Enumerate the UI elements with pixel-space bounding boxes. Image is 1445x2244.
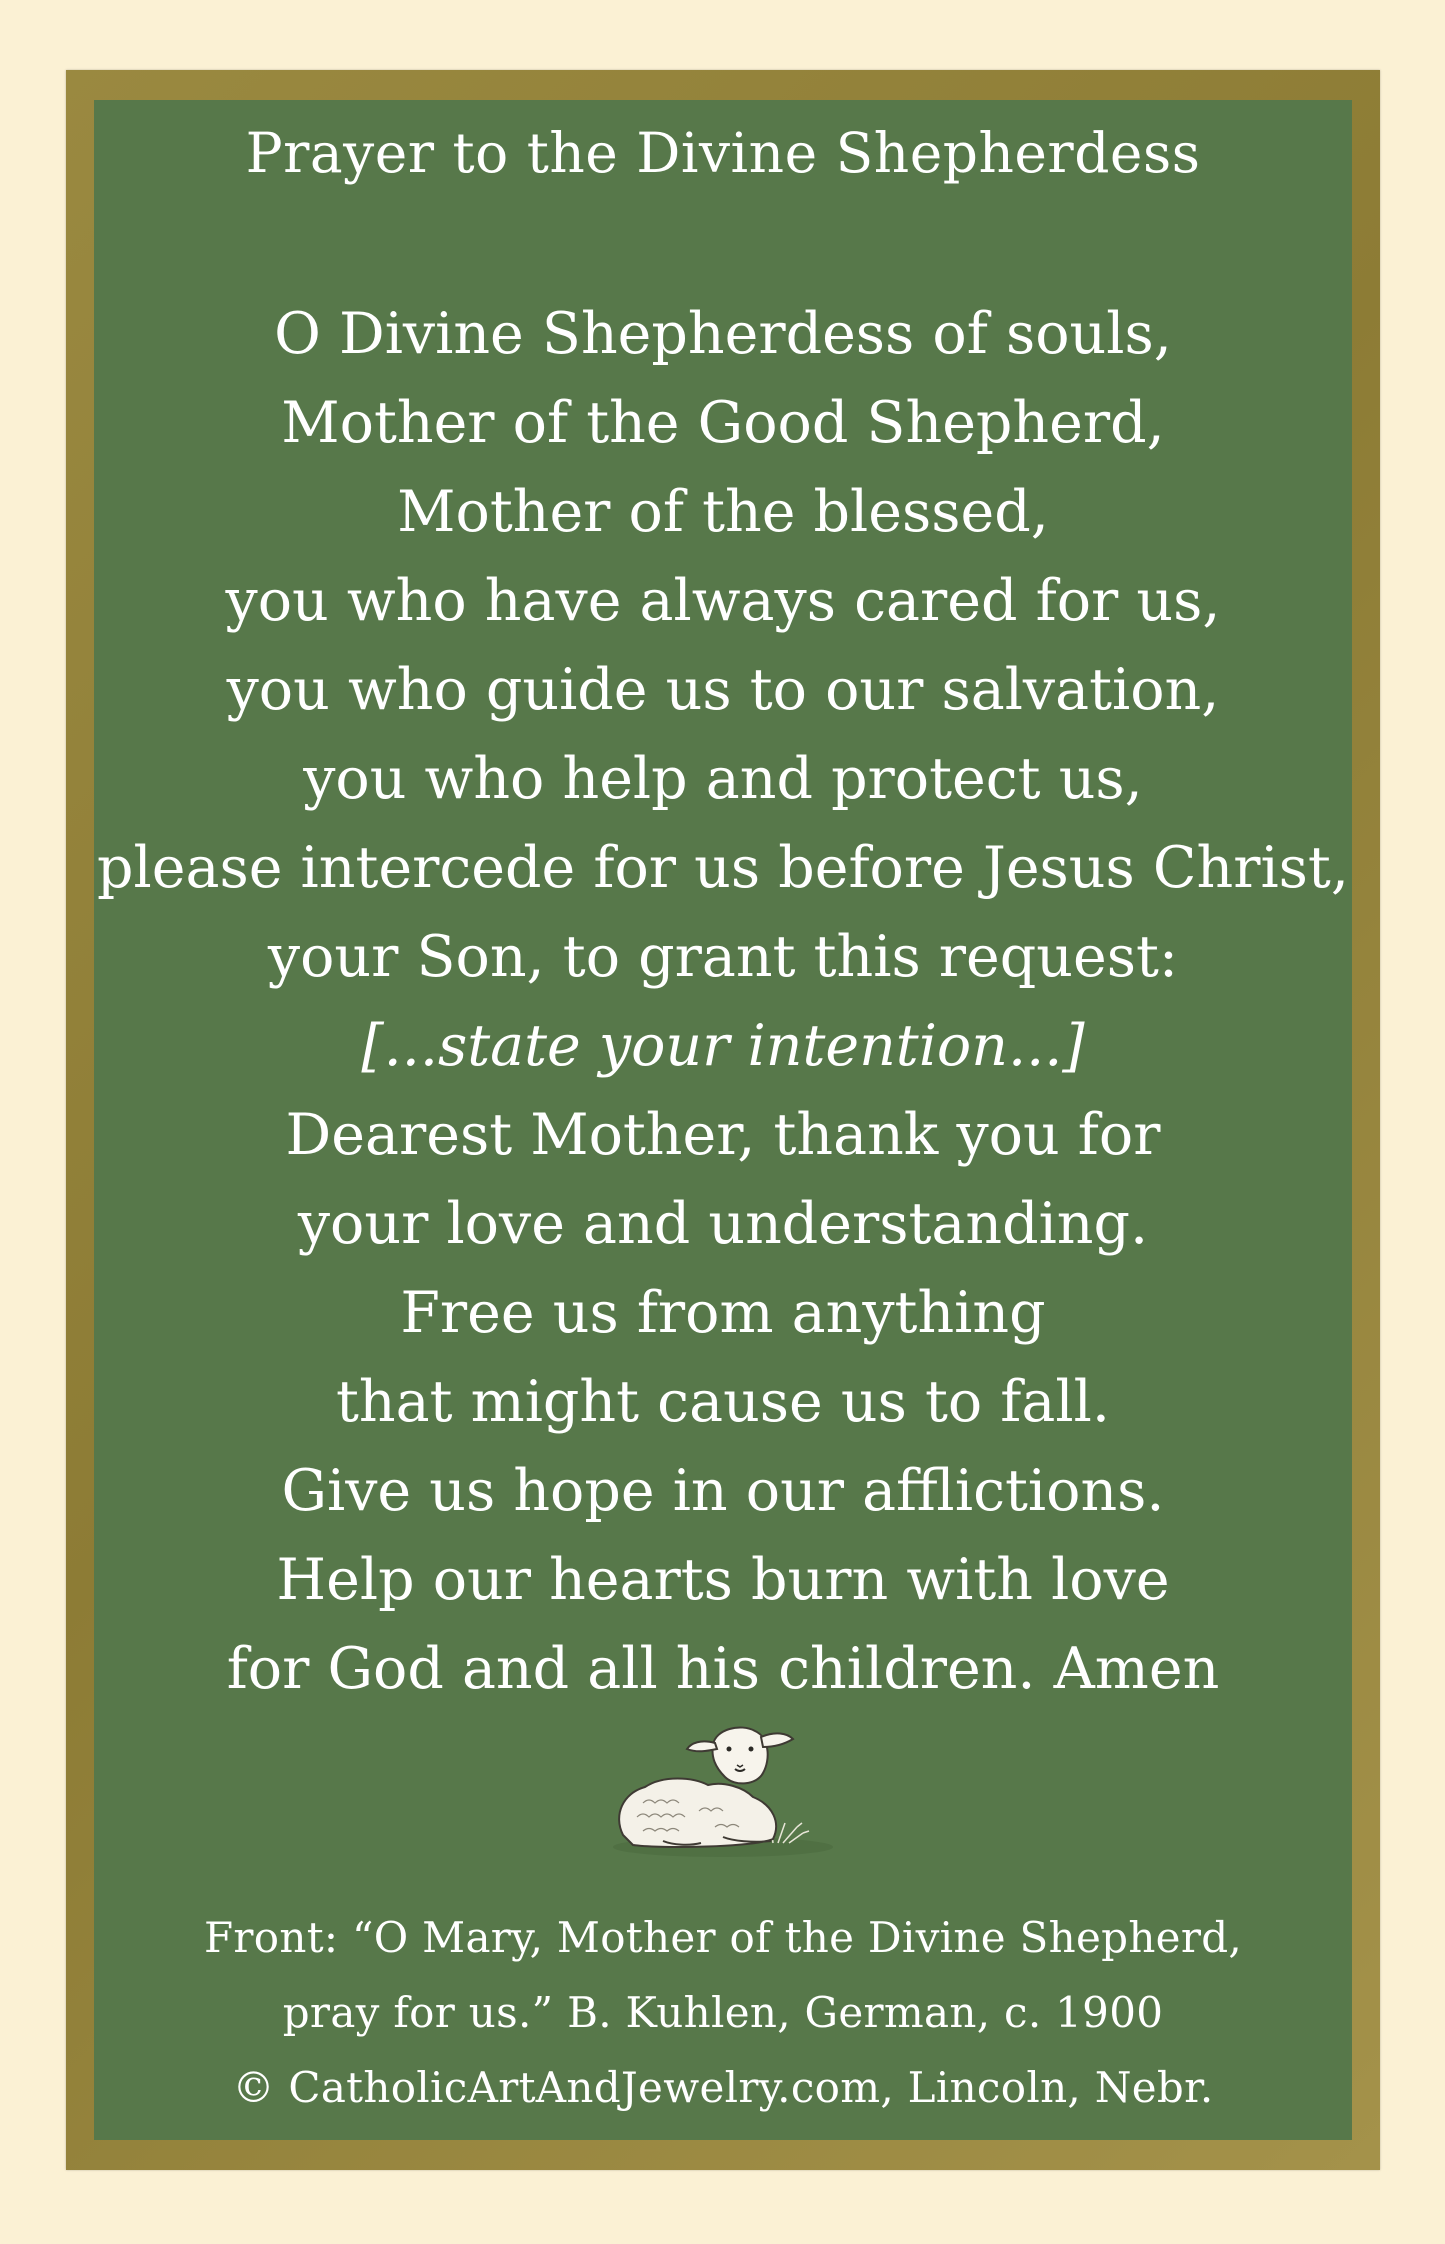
prayer-line: your love and understanding.	[297, 1191, 1149, 1257]
lamb-icon	[603, 1715, 843, 1865]
copyright-line: © CatholicArtAndJewelry.com, Lincoln, Nebr.	[232, 2063, 1214, 2112]
prayer-line: Free us from anything	[400, 1280, 1046, 1346]
prayer-line: you who have always cared for us,	[225, 568, 1221, 634]
intention-placeholder: [...state your intention...]	[361, 1013, 1085, 1079]
prayer-card	[94, 100, 1352, 2140]
prayer-line: you who help and protect us,	[303, 746, 1143, 812]
credit-line: pray for us.” B. Kuhlen, German, c. 1900	[282, 1988, 1164, 2037]
prayer-line: Mother of the blessed,	[397, 479, 1049, 545]
prayer-line: that might cause us to fall.	[336, 1369, 1110, 1435]
prayer-line-amen: for God and all his children. Amen	[226, 1636, 1220, 1702]
prayer-line: Give us hope in our afflictions.	[281, 1458, 1165, 1524]
prayer-line: you who guide us to our salvation,	[226, 657, 1220, 723]
prayer-text	[94, 290, 1352, 1714]
prayer-line: Dearest Mother, thank you for	[285, 1102, 1161, 1168]
image-credits	[94, 1900, 1352, 2125]
prayer-line: Help our hearts burn with love	[276, 1547, 1170, 1613]
prayer-line: O Divine Shepherdess of souls,	[274, 301, 1172, 367]
prayer-line: please intercede for us before Jesus Christ,	[97, 835, 1349, 901]
prayer-line: your Son, to grant this request:	[267, 924, 1179, 990]
prayer-title: Prayer to the Divine Shepherdess	[245, 121, 1201, 185]
credit-line: Front: “O Mary, Mother of the Divine Shepherd,	[203, 1913, 1243, 1962]
prayer-line: Mother of the Good Shepherd,	[281, 390, 1165, 456]
